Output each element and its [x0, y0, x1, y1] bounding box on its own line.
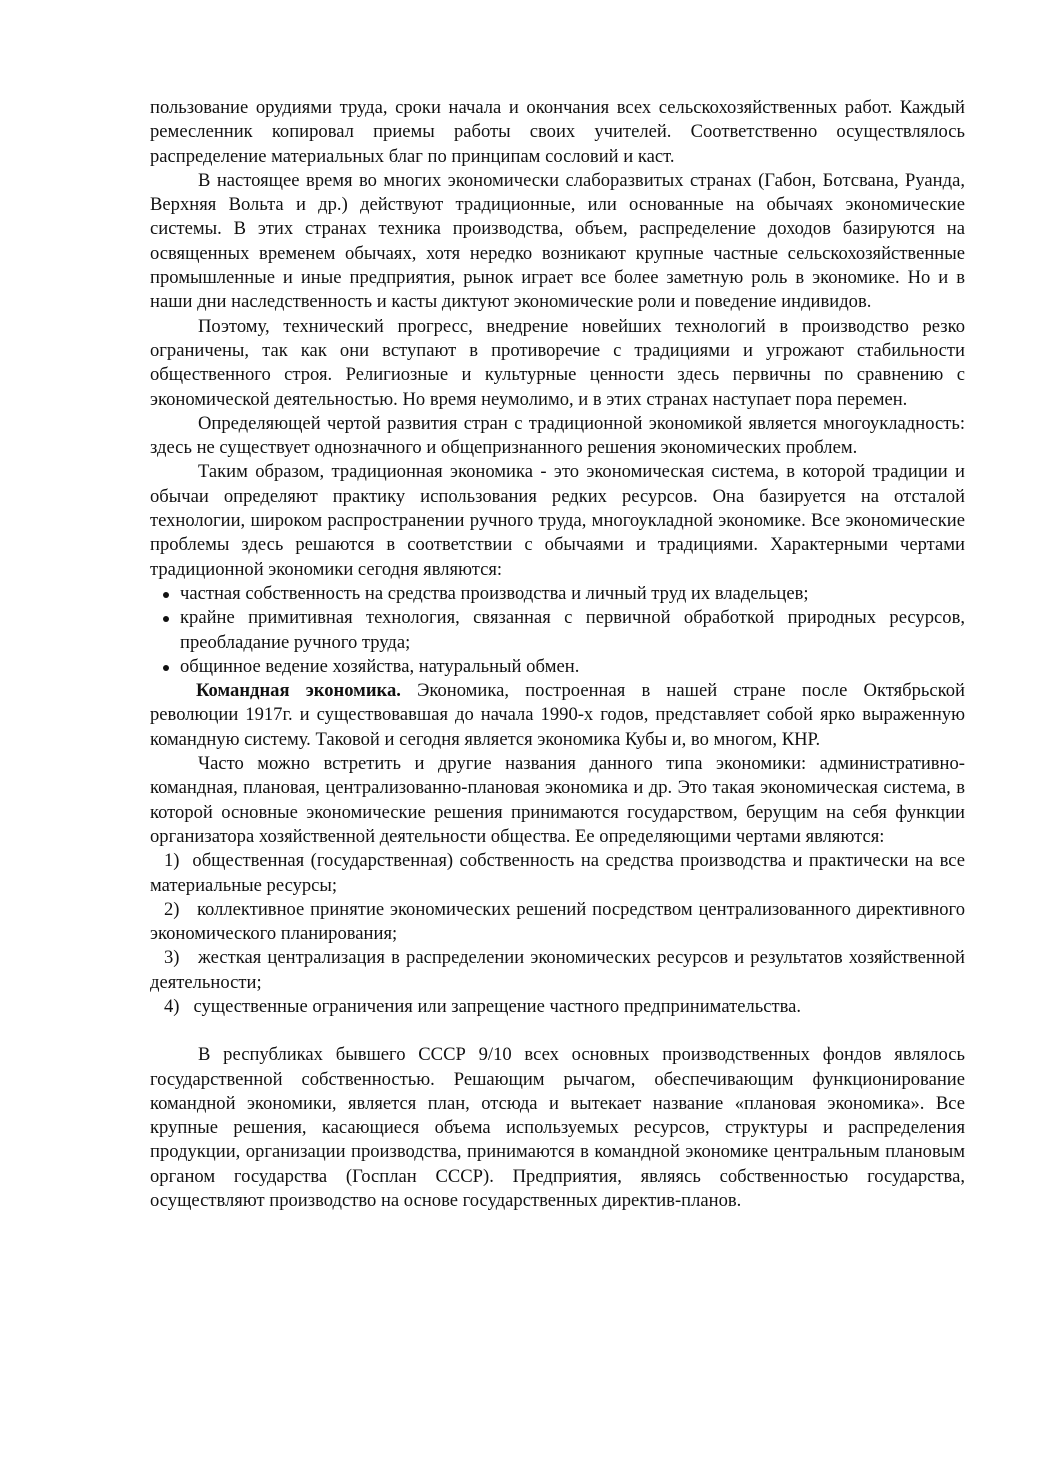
paragraph-8: В республиках бывшего СССР 9/10 всех основных производственных фондов являлось государственной собственностью. Решающим рычагом, обеспечивающим функционирование командной экономики, является план, отсюда и вытекает название «плановая экономика». Все крупные решения, касающиеся объема используемых ресурсов, структуры и распределения продукции, организации производства, принимаются в командной экономике центральным плановым органом государства (Госплан СССР). Предприятия, являясь собственностью государства, осуществляют производство на основе государственных директив-планов.	[150, 1044, 965, 1212]
paragraph-7: Часто можно встретить и другие названия данного типа экономики: административно-командная, плановая, централизованно-плановая экономика и др. Это такая экономическая система, в которой основные экономические решения принимаются государством, берущим на себя функции организатора хозяйственной деятельности общества. Ее определяющими чертами являются:	[150, 753, 965, 847]
list-item-number: 3)	[164, 947, 180, 969]
list-item-text: жесткая централизация в распределении экономических ресурсов и результатов хозяйственной деятельности;	[150, 947, 965, 993]
paragraph-3: Поэтому, технический прогресс, внедрение новейших технологий в производство резко ограничены, так как они вступают в противоречие с традициями и угрожают стабильности общественного строя. Религиозные и культурные ценности здесь первичны по сравнению с экономической деятельностью. Но время неумолимо, и в этих странах наступает пора перемен.	[150, 315, 965, 410]
traditional-economy-features-list	[150, 582, 965, 679]
list-item	[150, 898, 965, 947]
list-item-text: общинное ведение хозяйства, натуральный обмен.	[180, 655, 580, 677]
paragraph-1: пользование орудиями труда, сроки начала и окончания всех сельскохозяйственных работ. Каждый ремесленник копировал приемы работы своих учителей. Соответственно осуществлялось распределение материальных благ по принципам сословий и каст.	[150, 97, 965, 167]
bullet-icon	[163, 665, 169, 671]
command-economy-features-list	[150, 849, 965, 1019]
list-item-text: коллективное принятие экономических решений посредством централизованного директивного экономического планирования;	[150, 898, 965, 945]
list-item	[150, 606, 965, 655]
document-page	[150, 96, 965, 1213]
paragraph-2: В настоящее время во многих экономически слаборазвитых странах (Габон, Ботсвана, Руанда, Верхняя Вольта и др.) действуют традиционные, или основанные на обычаях экономические системы. В этих странах техника производства, объем, распределение доходов базируются на освященных временем обычаях, хотя нередко возникают крупные частные сельскохозяйственные промышленные и иные предприятия, рынок играет все более заметную роль в экономике. Но и в наши дни наследственность и касты диктуют экономические роли и поведение индивидов.	[150, 169, 965, 313]
section-heading: Командная экономика.	[196, 680, 401, 702]
paragraph-6-text: Экономика, построенная в нашей стране после Октябрьской революции 1917г. и существовавшая до начала 1990-х годов, представляет собой ярко выраженную командную систему. Таковой и сегодня является экономика Кубы и, во многом, КНР.	[150, 680, 965, 750]
paragraph-5: Таким образом, традиционная экономика - это экономическая система, в которой традиции и обычаи определяют практику использования редких ресурсов. Она базируется на отсталой технологии, широком распространении ручного труда, многоукладной экономике. Все экономические проблемы здесь решаются в соответствии с обычаями и традициями. Характерными чертами традиционной экономики сегодня являются:	[150, 461, 965, 580]
list-item-number: 2)	[164, 898, 180, 920]
list-item-text: общественная (государственная) собственность на средства производства и практически на все материальные ресурсы;	[150, 850, 966, 896]
list-item	[150, 946, 965, 995]
list-item	[150, 655, 965, 679]
paragraph-4: Определяющей чертой развития стран с традиционной экономикой является многоукладность: здесь не существует однозначного и общепризнанного решения экономических проблем.	[150, 412, 965, 459]
bullet-icon	[163, 592, 169, 598]
list-item-text: крайне примитивная технология, связанная с первичной обработкой природных ресурсов, преобладание ручного труда;	[180, 607, 965, 653]
list-item	[150, 849, 965, 898]
list-item	[150, 582, 965, 606]
list-item-text: существенные ограничения или запрещение частного предпринимательства.	[193, 995, 802, 1017]
list-item-number: 4)	[164, 995, 180, 1017]
list-item-number: 1)	[164, 850, 180, 872]
blank-line	[150, 1019, 965, 1043]
paragraph-command-economy	[150, 679, 965, 752]
list-item-text: частная собственность на средства производства и личный труд их владельцев;	[180, 582, 809, 604]
bullet-icon	[163, 616, 169, 622]
list-item	[150, 995, 965, 1019]
